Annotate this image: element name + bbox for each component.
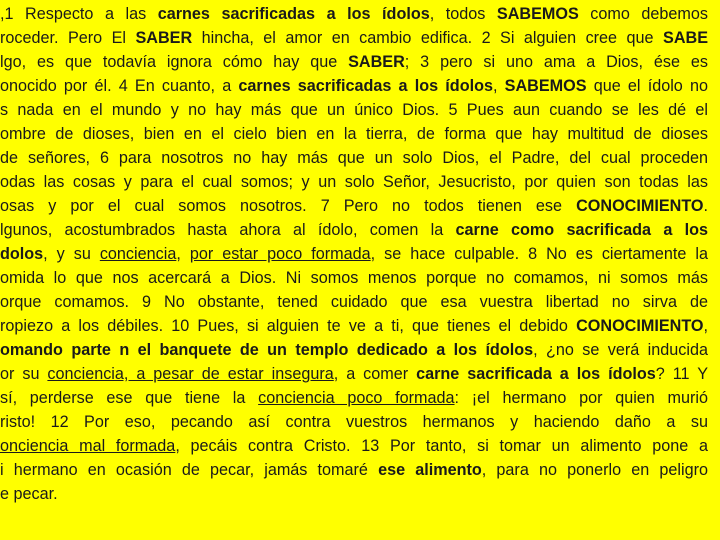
text-run: omida lo que nos acercará a Dios. Ni somos menos porque no comamos, ni somos más [0,269,708,287]
text-run: , todos [429,5,497,23]
text-run: , a comer [333,365,417,383]
text-run: , se hace culpable. 8 No es ciertamente la [370,245,708,263]
text-run: , [176,245,190,263]
text-line [0,2,708,26]
text-line [0,194,708,218]
text-run: risto! 12 Por eso, pecando así contra vuestros hermanos y haciendo daño a su [0,413,708,431]
text-run: orque comamos. 9 No obstante, tened cuidado que esa vuestra libertad no sirva de [0,293,708,311]
text-line [0,362,708,386]
text-line [0,122,708,146]
text-run: lgunos, acostumbrados hasta ahora al ídolo, comen la [0,221,456,239]
text-run: ombre de dioses, bien en el cielo bien en la tierra, de forma que hay multitud de dioses [0,125,708,143]
text-line [0,146,708,170]
bold-emphasis: SABEMOS [504,77,587,95]
text-run: , ¿no se verá inducida [533,341,708,359]
text-line [0,482,708,506]
text-run: . [703,197,708,215]
bold-emphasis: carnes sacrificadas a los ídolos [157,5,430,23]
text-line [0,338,708,362]
text-run: hincha, el amor en cambio edifica. 2 Si alguien cree que [192,29,664,47]
text-run: de señores, 6 para nosotros no hay más que un solo Dios, el Padre, del cual proceden [0,149,708,167]
text-run: roceder. Pero El [0,29,136,47]
text-run: ropiezo a los débiles. 10 Pues, si alguien te ve a ti, que tienes el debido [0,317,577,335]
text-run: , [703,317,708,335]
text-run: or su [0,365,48,383]
text-run: , pecáis contra Cristo. 13 Por tanto, si tomar un alimento pone a [175,437,708,455]
text-run: osas y por el cual somos nosotros. 7 Pero no todos tienen ese [0,197,577,215]
bold-emphasis: SABER [348,53,405,71]
bold-emphasis: SABEMOS [496,5,579,23]
text-line [0,26,708,50]
bold-emphasis: SABE [663,29,708,47]
text-run: odas las cosas y para el cual somos; y un solo Señor, Jesucristo, por quien son todas las [0,173,708,191]
text-run: e pecar. [0,485,58,503]
bold-emphasis: SABER [135,29,193,47]
bold-emphasis: carnes sacrificadas a los ídolos [238,77,493,95]
text-line [0,242,708,266]
text-run: que el ídolo no [586,77,708,95]
bold-emphasis: carne como sacrificada a los [455,221,708,239]
text-run: , y su [43,245,100,263]
bold-emphasis: CONOCIMIENTO [576,317,704,335]
text-line [0,170,708,194]
text-line [0,218,708,242]
underlined-emphasis: por estar poco formada [189,245,371,263]
bold-emphasis: ese alimento [378,461,482,479]
text-line [0,74,708,98]
text-line [0,98,708,122]
text-run: i hermano en ocasión de pecar, jamás tomaré [0,461,379,479]
text-run: , [492,77,505,95]
bold-emphasis: dolos [0,245,44,263]
text-run: ? 11 Y [655,365,709,383]
text-run: s nada en el mundo y no hay más que un único Dios. 5 Pues aun cuando se les dé el [0,101,708,119]
text-line [0,314,708,338]
text-run: : ¡el hermano por quien murió [454,389,709,407]
text-line [0,410,708,434]
bold-emphasis: CONOCIMIENTO [576,197,704,215]
text-run: , para no ponerlo en peligro [481,461,708,479]
text-run: lgo, es que todavía ignora cómo hay que [0,53,349,71]
text-line [0,50,708,74]
text-line [0,266,708,290]
underlined-emphasis: conciencia [99,245,177,263]
text-run: onocido por él. 4 En cuanto, a [0,77,239,95]
text-line [0,434,708,458]
bold-emphasis: omando parte n el banquete de un templo dedicado a los ídolos [0,341,534,359]
text-line [0,290,708,314]
underlined-emphasis: conciencia, a pesar de estar insegura [47,365,334,383]
underlined-emphasis: onciencia mal formada [0,437,176,455]
text-run: ; 3 pero si uno ama a Dios, ése es [404,53,708,71]
bold-emphasis: carne sacrificada a los ídolos [416,365,656,383]
text-line [0,386,708,410]
text-run: como debemos [578,5,708,23]
text-run: sí, perderse ese que tiene la [0,389,259,407]
text-run: ,1 Respecto a las [0,5,158,23]
underlined-emphasis: conciencia poco formada [258,389,455,407]
text-line [0,458,708,482]
